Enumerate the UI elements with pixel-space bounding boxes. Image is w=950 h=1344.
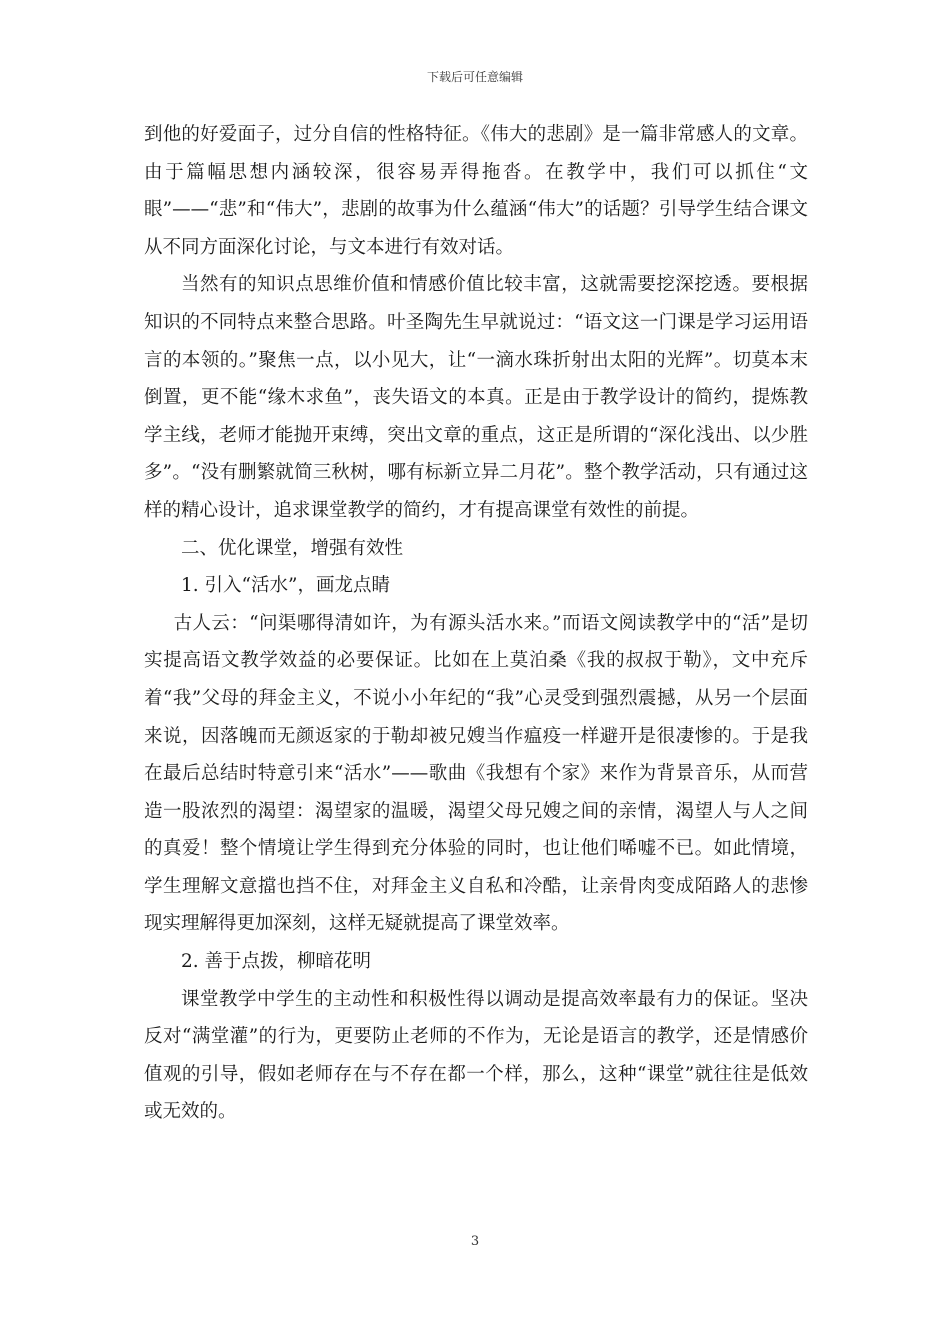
document-body bbox=[144, 116, 808, 1131]
paragraph-continuation: 到他的好爱面子，过分自信的性格特征。《伟大的悲剧》是一篇非常感人的文章。由于篇幅思想内涵较深，很容易弄得拖沓。在教学中，我们可以抓住“文眼”——“悲”和“伟大”，悲剧的故事为什么蕴涵“伟大”的话题？引导学生结合课文从不同方面深化讨论，与文本进行有效对话。 bbox=[144, 124, 808, 258]
paragraph-living-water: 古人云：“问渠哪得清如许，为有源头活水来。”而语文阅读教学中的“活”是切实提高语文教学效益的必要保证。比如在上莫泊桑《我的叔叔于勒》，文中充斥着“我”父母的拜金主义，不说小小年纪的“我”心灵受到强烈震撼，从另一个层面来说，因落魄而无颜返家的于勒却被兄嫂当作瘟疫一样避开是很凄惨的。于是我在最后总结时特意引来“活水”——歌曲《我想有个家》来作为背景音乐，从而营造一股浓烈的渴望：渴望家的温暖，渴望父母兄嫂之间的亲情，渴望人与人之间的真爱！整个情境让学生得到充分体验的同时，也让他们唏嘘不已。如此情境，学生理解文意擋也挡不住，对拜金主义自私和冷酷，让亲骨肉变成陌路人的悲惨现实理解得更加深刻，这样无疑就提高了课堂效率。 bbox=[144, 612, 808, 935]
subheading-living-water: 1. 引入“活水”，画龙点睛 bbox=[181, 575, 390, 597]
section-heading-optimize-classroom: 二、优化课堂，增强有效性 bbox=[181, 537, 404, 559]
subheading-guidance: 2. 善于点拨，柳暗花明 bbox=[181, 951, 372, 973]
paragraph-integration: 当然有的知识点思维价值和情感价值比较丰富，这就需要挖深挖透。要根据知识的不同特点来整合思路。叶圣陶先生早就说过：“语文这一门课是学习运用语言的本领的。”聚焦一点，以小见大，让“一滴水珠折射出太阳的光辉”。切莫本末倒置，更不能“缘木求鱼”，丧失语文的本真。正是由于教学设计的简约，提炼教学主线，老师才能抛开束缚，突出文章的重点，这正是所谓的“深化浅出、以少胜多”。“没有删繁就简三秋树，哪有标新立异二月花”。整个教学活动，只有通过这样的精心设计，追求课堂教学的简约，才有提高课堂有效性的前提。 bbox=[144, 274, 808, 521]
page-number: 3 bbox=[470, 1234, 480, 1249]
paragraph-guidance: 课堂教学中学生的主动性和积极性得以调动是提高效率最有力的保证。坚决反对“满堂灌”的行为，更要防止老师的不作为，无论是语言的教学，还是情感价值观的引导，假如老师存在与不存在都一个样，那么，这种“课堂”就往往是低效或无效的。 bbox=[144, 988, 808, 1123]
page-header: 下载后可任意编辑 bbox=[426, 70, 523, 84]
